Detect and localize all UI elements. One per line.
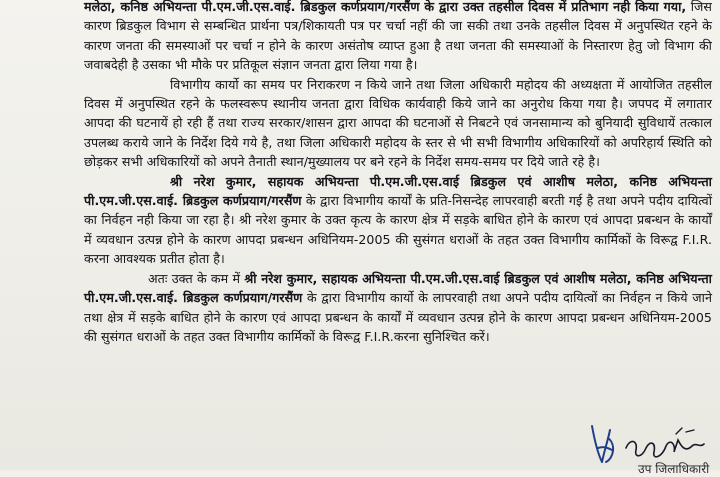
paragraph-1 bbox=[84, 0, 712, 75]
paragraph-1-text: जिस कारण ब्रिडकुल विभाग से सम्बन्धित प्रार्थना पत्र/शिकायती पत्र पर चर्चा नहीं की जा सकी तथा उनके तहसील दिवस में अनुपस्थित रहने के कारण जनता की समस्याओं पर चर्चा न होने के कारण असंतोष व्याप्त हुआ है तथा जनता की समस्याओं के निस्तारण हेतु जो विभाग की जवाबदेही है उसका भी मौके पर प्रतिकूल संज्ञान जनता द्वारा लिया गया है। bbox=[84, 0, 712, 73]
paragraph-3 bbox=[84, 172, 712, 269]
paragraph-3-text: के द्वारा विभागीय कार्यों के प्रति-निसन्देह लापरवाही बरती गई है तथा अपने पदीय दायित्वों का निर्वहन नही किया जा रहा है। श्री नरेश कुमार के उक्त कृत्य के कारण क्षेत्र में सड़के बाधित होने के कारण एवं आपदा प्रबन्धन के कार्यों में व्यवधान उत्पन्न होने के कारण आपदा प्रबन्धन अधिनियम-2005 की सुसंगत धराओं के तहत उक्त विभागीय कार्मिकों के विरूद्व F.I.R. करना आवश्यक प्रतीत होता है। bbox=[84, 193, 712, 267]
signatory-designation: उप जिलाधिकारी bbox=[638, 462, 710, 476]
paragraph-4 bbox=[84, 269, 712, 347]
paragraph-3-bold-lead: श्री नरेश कुमार, सहायक अभियन्ता पी.एम.जी.एस.वाई ब्रिडकुल एवं आशीष मलेठा, कनिष्ठ अभियन्ता पी.एम.जी.एस.वाई. ब्रिडकुल कर्णप्रयाग/गरसैंण bbox=[84, 173, 712, 209]
paragraph-4-text: के द्वारा विभागीय कार्यो के लापरवाही तथा अपने पदीय दायित्वों का निर्वहन न किये जाने तथा क्षेत्र में सड़के बाधित होने के कारण एवं आपदा प्रबन्धन के कार्यों में व्यवधान उत्पन्न होने के कारण आपदा प्रबन्धन अधिनियम-2005 की सुसंगत धराओं के तहत उक्त विभागीय कार्मिकों के विरूद्व F.I.R.करना सुनिश्चित करें। bbox=[84, 290, 712, 344]
letter-body bbox=[84, 0, 712, 346]
paragraph-1-bold-lead: मलेठा, कनिष्ठ अभियन्ता पी.एम.जी.एस.वाई. ब्रिडकुल कर्णप्रयाग/गरसैंण के द्वारा उक्त तहसील दिवस में प्रतिभाग नही किया गया, bbox=[84, 0, 687, 14]
paragraph-4-intro: अतः उक्त के कम में bbox=[148, 270, 245, 286]
paragraph-4-bold-lead: श्री नरेश कुमार, सहायक अभियन्ता पी.एम.जी.एस.वाई ब्रिडकुल एवं आशीष मलेठा, कनिष्ठ अभियन्ता पी.एम.जी.एस.वाई. ब्रिडकुल कर्णप्रयाग/गरसैंण bbox=[84, 270, 712, 306]
paragraph-2: विभागीय कार्यो का समय पर निराकरण न किये जाने तथा जिला अधिकारी महोदय की अध्यक्षता में आयोजित तहसील दिवस में अनुपस्थित रहने के फलस्वरूप स्थानीय जनता द्वारा विधिक कार्यवाही किये जाने का अनुरोध किया गया है। जपपद में लगातार आपदा की घटनायें हो रही हैं तथा राज्य सरकार/शासन द्वारा आपदा की घटनाओं से निबटने एवं जनसामान्य को बुनियादी सुविधायें तत्काल उपलब्ध कराये जाने के निर्देश दिये गये है, तथा जिला अधिकारी महोदय के स्तर से भी सभी विभागीय अधिकारियों को अपरिहार्य स्थिति को छोड़कर सभी अधिकारियों को अपने तैनाती स्थान/मुख्यालय पर बने रहने के निर्देश समय-समय पर दिये जाते रहे है। bbox=[84, 76, 712, 170]
